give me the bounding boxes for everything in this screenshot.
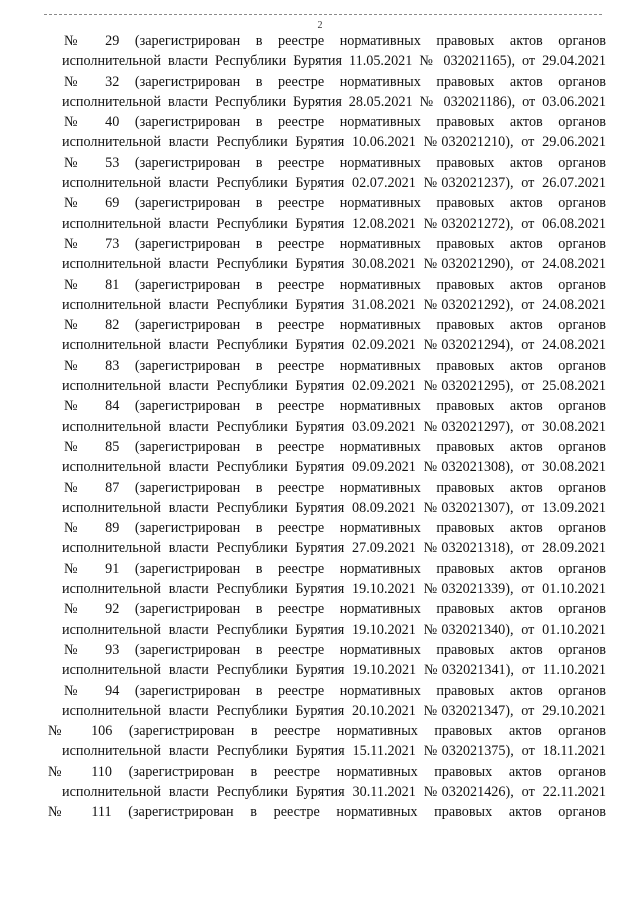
registry-entry-29 (62, 31, 606, 72)
registry-entry-85 (62, 437, 606, 478)
entry-line: № 81 (зарегистрирован в реестре нормативных правовых актов органов (64, 276, 606, 293)
entry-line: № 40 (зарегистрирован в реестре нормативных правовых актов органов (64, 114, 606, 131)
registry-entry-82 (62, 315, 606, 356)
registry-entry-83 (62, 356, 606, 397)
registry-entry-106 (48, 721, 606, 762)
entry-line: № 84 (зарегистрирован в реестре нормативных правовых актов органов (64, 398, 606, 415)
document-body (48, 31, 606, 823)
entry-line: № 32 (зарегистрирован в реестре нормативных правовых актов органов (64, 73, 606, 90)
top-dashed-rule (44, 14, 602, 15)
entry-line: исполнительной власти Республики Бурятия 30.11.2021 №032021426), от 22.11.2021 (62, 783, 606, 800)
entry-line: исполнительной власти Республики Бурятия 02.09.2021 №032021294), от 24.08.2021 (62, 337, 606, 354)
entry-line: № 73 (зарегистрирован в реестре нормативных правовых актов органов (64, 235, 606, 252)
entry-line: исполнительной власти Республики Бурятия 30.08.2021 №032021290), от 24.08.2021 (62, 256, 606, 273)
entry-line: исполнительной власти Республики Бурятия 19.10.2021 №032021339), от 01.10.2021 (62, 581, 606, 598)
registry-entry-53 (62, 153, 606, 194)
registry-entry-89 (62, 518, 606, 559)
entry-line: исполнительной власти Республики Бурятия 10.06.2021 №032021210), от 29.06.2021 (62, 134, 606, 151)
entry-line: исполнительной власти Республики Бурятия 31.08.2021 №032021292), от 24.08.2021 (62, 296, 606, 313)
entry-line: исполнительной власти Республики Бурятия 27.09.2021 №032021318), от 28.09.2021 (62, 540, 606, 557)
entry-line: исполнительной власти Республики Бурятия 02.09.2021 №032021295), от 25.08.2021 (62, 378, 606, 395)
registry-entry-87 (62, 478, 606, 519)
entry-line: № 83 (зарегистрирован в реестре нормативных правовых актов органов (64, 357, 606, 374)
registry-entry-69 (62, 193, 606, 234)
registry-entry-110 (48, 762, 606, 803)
entry-line: № 87 (зарегистрирован в реестре нормативных правовых актов органов (64, 479, 606, 496)
page-number: 2 (317, 20, 323, 31)
registry-entry-92 (62, 599, 606, 640)
registry-entry-73 (62, 234, 606, 275)
registry-entry-32 (62, 72, 606, 113)
entry-line: исполнительной власти Республики Бурятия 02.07.2021 №032021237), от 26.07.2021 (62, 175, 606, 192)
entry-line: № 110 (зарегистрирован в реестре нормативных правовых актов органов (48, 763, 606, 780)
registry-entry-94 (62, 681, 606, 722)
entry-line: исполнительной власти Республики Бурятия 12.08.2021 №032021272), от 06.08.2021 (62, 215, 606, 232)
entry-line: исполнительной власти Республики Бурятия 08.09.2021 №032021307), от 13.09.2021 (62, 499, 606, 516)
registry-entry-111 (48, 802, 606, 822)
entry-line: исполнительной власти Республики Бурятия 28.05.2021 № 032021186), от 03.06.2021 (62, 93, 606, 110)
entry-line: № 94 (зарегистрирован в реестре нормативных правовых актов органов (64, 682, 606, 699)
entry-line: № 85 (зарегистрирован в реестре нормативных правовых актов органов (64, 438, 606, 455)
registry-entry-84 (62, 396, 606, 437)
entry-line: № 106 (зарегистрирован в реестре нормативных правовых актов органов (48, 723, 606, 740)
entry-line: исполнительной власти Республики Бурятия 19.10.2021 №032021340), от 01.10.2021 (62, 621, 606, 638)
entry-line: исполнительной власти Республики Бурятия 09.09.2021 №032021308), от 30.08.2021 (62, 459, 606, 476)
entry-line: № 89 (зарегистрирован в реестре нормативных правовых актов органов (64, 520, 606, 537)
entry-line: исполнительной власти Республики Бурятия 11.05.2021 № 032021165), от 29.04.2021 (62, 53, 606, 70)
entry-line: исполнительной власти Республики Бурятия 15.11.2021 №032021375), от 18.11.2021 (62, 743, 606, 760)
entry-line: № 69 (зарегистрирован в реестре нормативных правовых актов органов (64, 195, 606, 212)
registry-entry-40 (62, 112, 606, 153)
entry-line: исполнительной власти Республики Бурятия 20.10.2021 №032021347), от 29.10.2021 (62, 702, 606, 719)
registry-entry-93 (62, 640, 606, 681)
entry-line: исполнительной власти Республики Бурятия 19.10.2021 №032021341), от 11.10.2021 (62, 662, 606, 679)
entry-line: № 82 (зарегистрирован в реестре нормативных правовых актов органов (64, 317, 606, 334)
entry-line: № 91 (зарегистрирован в реестре нормативных правовых актов органов (64, 560, 606, 577)
registry-entry-91 (62, 559, 606, 600)
entry-line: исполнительной власти Республики Бурятия 03.09.2021 №032021297), от 30.08.2021 (62, 418, 606, 435)
entry-line: № 111 (зарегистрирован в реестре нормативных правовых актов органов (48, 804, 606, 821)
registry-entry-81 (62, 275, 606, 316)
entry-line: № 53 (зарегистрирован в реестре нормативных правовых актов органов (64, 154, 606, 171)
entry-line: № 93 (зарегистрирован в реестре нормативных правовых актов органов (64, 641, 606, 658)
entry-line: № 29 (зарегистрирован в реестре нормативных правовых актов органов (64, 33, 606, 49)
entry-line: № 92 (зарегистрирован в реестре нормативных правовых актов органов (64, 601, 606, 618)
